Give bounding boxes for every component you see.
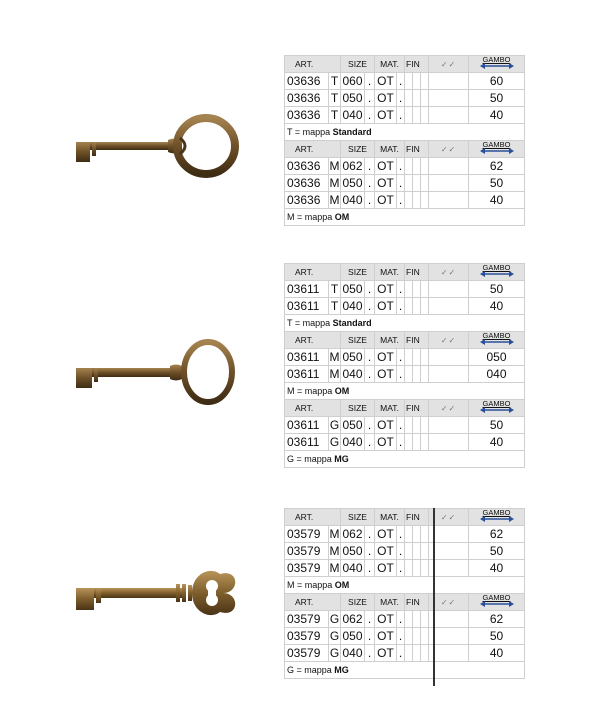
- type: T: [329, 298, 341, 315]
- gambo-value: 50: [469, 281, 525, 298]
- art-code: 03636: [285, 192, 329, 209]
- type: M: [329, 561, 340, 575]
- type: T: [329, 73, 341, 90]
- type: G: [329, 418, 340, 432]
- check-icons: ✓✓: [440, 336, 457, 345]
- check-icons: ✓✓: [440, 404, 457, 413]
- art-code: 03611: [285, 434, 329, 451]
- key-image-03611: [70, 338, 240, 410]
- gambo-value: 050: [469, 349, 525, 366]
- mat: OT: [375, 298, 397, 315]
- table-row: [285, 611, 525, 628]
- col-art: ART.: [285, 332, 341, 349]
- gambo-header: [480, 332, 514, 346]
- table-header: [285, 56, 525, 73]
- col-art: ART.: [285, 264, 341, 281]
- gambo-value: 62: [469, 158, 525, 175]
- double-arrow-icon: [480, 271, 514, 277]
- size: 050: [342, 350, 363, 364]
- mat: OT: [375, 611, 397, 628]
- type: T: [329, 107, 341, 124]
- note-bold: OM: [334, 580, 350, 590]
- note-prefix: G = mappa: [287, 454, 332, 464]
- gambo-label: GAMBO: [482, 263, 511, 272]
- size: 050: [342, 176, 363, 190]
- col-mat: MAT.: [375, 400, 405, 417]
- type: G: [329, 612, 340, 626]
- gambo-label: GAMBO: [482, 508, 511, 517]
- gambo-value: 50: [469, 90, 525, 107]
- dot2: .: [397, 560, 405, 577]
- gambo-header: [480, 594, 514, 608]
- size: 050: [342, 91, 363, 105]
- legend-note: [285, 209, 525, 226]
- table-row: [285, 298, 525, 315]
- size: 040: [342, 646, 363, 660]
- gambo-value: 50: [469, 628, 525, 645]
- table-row: [285, 90, 525, 107]
- dot2: .: [397, 73, 405, 90]
- dot2: .: [397, 175, 405, 192]
- col-size: SIZE: [341, 56, 375, 73]
- col-size: SIZE: [341, 141, 375, 158]
- table-row: [285, 349, 525, 366]
- table-row: [285, 281, 525, 298]
- note-bold: MG: [334, 454, 349, 464]
- legend-note: [285, 124, 525, 141]
- dot: .: [365, 107, 375, 124]
- key-image-03579: [70, 564, 240, 628]
- type: M: [329, 176, 340, 190]
- note-bold: MG: [334, 665, 349, 675]
- gambo-value: 40: [469, 434, 525, 451]
- table-header: [285, 264, 525, 281]
- dot: .: [365, 434, 375, 451]
- size: 040: [342, 193, 363, 207]
- note-prefix: T = mappa: [287, 127, 331, 137]
- table-row: [285, 543, 525, 560]
- gambo-value: 50: [469, 175, 525, 192]
- dot: .: [365, 417, 375, 434]
- gambo-value: 40: [469, 560, 525, 577]
- note-prefix: M = mappa: [287, 386, 333, 396]
- art-code: 03611: [285, 417, 329, 434]
- dot: .: [365, 628, 375, 645]
- col-mat: MAT.: [375, 56, 405, 73]
- dot2: .: [397, 434, 405, 451]
- type: M: [329, 193, 340, 207]
- mat: OT: [375, 543, 397, 560]
- mat: OT: [375, 560, 397, 577]
- dot2: .: [397, 349, 405, 366]
- double-arrow-icon: [480, 148, 514, 154]
- type: M: [329, 350, 340, 364]
- art-code: 03611: [285, 298, 329, 315]
- col-art: ART.: [285, 509, 341, 526]
- dot2: .: [397, 281, 405, 298]
- section-divider-line: [433, 508, 435, 686]
- gambo-label: GAMBO: [482, 399, 511, 408]
- art-code: 03636: [285, 90, 329, 107]
- spec-table: [284, 55, 525, 226]
- dot2: .: [397, 526, 405, 543]
- col-art: ART.: [285, 594, 341, 611]
- gambo-value: 62: [469, 611, 525, 628]
- art-code: 03579: [285, 560, 329, 577]
- mat: OT: [375, 158, 397, 175]
- note-bold: OM: [334, 212, 350, 222]
- gambo-header: [480, 264, 514, 278]
- art-code: 03579: [285, 526, 329, 543]
- col-fin: FIN: [405, 264, 429, 281]
- mat: OT: [375, 526, 397, 543]
- type: M: [329, 159, 340, 173]
- art-code: 03579: [285, 645, 329, 662]
- mat: OT: [375, 90, 397, 107]
- dot2: .: [397, 611, 405, 628]
- table-header: [285, 332, 525, 349]
- note-bold: Standard: [332, 318, 372, 328]
- gambo-value: 040: [469, 366, 525, 383]
- dot2: .: [397, 298, 405, 315]
- dot: .: [365, 560, 375, 577]
- table-header: [285, 141, 525, 158]
- col-art: ART.: [285, 56, 341, 73]
- gambo-value: 50: [469, 417, 525, 434]
- size: 062: [342, 527, 363, 541]
- gambo-value: 40: [469, 107, 525, 124]
- type: M: [329, 527, 340, 541]
- mat: OT: [375, 645, 397, 662]
- col-art: ART.: [285, 400, 341, 417]
- art-code: 03579: [285, 628, 329, 645]
- dot: .: [365, 298, 375, 315]
- size: 060: [342, 74, 363, 88]
- table-row: [285, 175, 525, 192]
- dot: .: [365, 366, 375, 383]
- size: 050: [342, 629, 363, 643]
- col-fin: FIN: [405, 509, 429, 526]
- col-mat: MAT.: [375, 332, 405, 349]
- col-size: SIZE: [341, 594, 375, 611]
- art-code: 03636: [285, 73, 329, 90]
- type: G: [329, 646, 340, 660]
- dot: .: [365, 543, 375, 560]
- key-image-03636: [72, 112, 242, 192]
- table-row: [285, 645, 525, 662]
- col-fin: FIN: [405, 56, 429, 73]
- mat: OT: [375, 349, 397, 366]
- gambo-header: [480, 509, 514, 523]
- mat: OT: [375, 628, 397, 645]
- gambo-label: GAMBO: [482, 331, 511, 340]
- table-row: [285, 628, 525, 645]
- gambo-header: [480, 400, 514, 414]
- type: M: [329, 367, 340, 381]
- double-arrow-icon: [480, 63, 514, 69]
- note-prefix: M = mappa: [287, 580, 333, 590]
- table-row: [285, 560, 525, 577]
- gambo-value: 60: [469, 73, 525, 90]
- type: T: [329, 281, 341, 298]
- gambo-header: [480, 56, 514, 70]
- table-row: [285, 73, 525, 90]
- dot2: .: [397, 107, 405, 124]
- gambo-value: 50: [469, 543, 525, 560]
- section-03579: [284, 508, 524, 679]
- mat: OT: [375, 366, 397, 383]
- type: G: [329, 435, 340, 449]
- size: 040: [342, 108, 363, 122]
- check-icons: ✓✓: [440, 513, 457, 522]
- note-bold: Standard: [332, 127, 372, 137]
- mat: OT: [375, 281, 397, 298]
- gambo-label: GAMBO: [482, 593, 511, 602]
- dot: .: [365, 611, 375, 628]
- check-icons: ✓✓: [440, 268, 457, 277]
- dot2: .: [397, 417, 405, 434]
- dot: .: [365, 281, 375, 298]
- art-code: 03611: [285, 281, 329, 298]
- art-code: 03611: [285, 349, 329, 366]
- size: 040: [342, 299, 363, 313]
- dot: .: [365, 645, 375, 662]
- dot: .: [365, 192, 375, 209]
- size: 062: [342, 159, 363, 173]
- double-arrow-icon: [480, 601, 514, 607]
- legend-note: [285, 577, 525, 594]
- mat: OT: [375, 417, 397, 434]
- table-row: [285, 107, 525, 124]
- art-code: 03636: [285, 107, 329, 124]
- dot2: .: [397, 366, 405, 383]
- size: 040: [342, 367, 363, 381]
- size: 062: [342, 612, 363, 626]
- table-row: [285, 434, 525, 451]
- type: G: [329, 629, 340, 643]
- size: 040: [342, 435, 363, 449]
- legend-note: [285, 662, 525, 679]
- dot: .: [365, 175, 375, 192]
- size: 050: [342, 282, 363, 296]
- gambo-value: 40: [469, 298, 525, 315]
- type: M: [329, 544, 340, 558]
- dot: .: [365, 158, 375, 175]
- col-fin: FIN: [405, 332, 429, 349]
- table-header: [285, 400, 525, 417]
- section-03636: [284, 55, 524, 226]
- mat: OT: [375, 192, 397, 209]
- check-icons: ✓✓: [440, 145, 457, 154]
- check-icons: ✓✓: [440, 60, 457, 69]
- size: 040: [342, 561, 363, 575]
- size: 050: [342, 418, 363, 432]
- table-row: [285, 158, 525, 175]
- dot2: .: [397, 192, 405, 209]
- col-fin: FIN: [405, 141, 429, 158]
- col-size: SIZE: [341, 332, 375, 349]
- table-header: [285, 594, 525, 611]
- col-art: ART.: [285, 141, 341, 158]
- col-mat: MAT.: [375, 594, 405, 611]
- spec-table: [284, 508, 525, 679]
- col-fin: FIN: [405, 594, 429, 611]
- note-bold: OM: [334, 386, 350, 396]
- art-code: 03636: [285, 158, 329, 175]
- legend-note: [285, 383, 525, 400]
- col-size: SIZE: [341, 264, 375, 281]
- art-code: 03579: [285, 543, 329, 560]
- dot2: .: [397, 645, 405, 662]
- double-arrow-icon: [480, 516, 514, 522]
- table-row: [285, 417, 525, 434]
- table-header: [285, 509, 525, 526]
- art-code: 03579: [285, 611, 329, 628]
- type: T: [329, 90, 341, 107]
- note-prefix: T = mappa: [287, 318, 331, 328]
- gambo-label: GAMBO: [482, 55, 511, 64]
- table-row: [285, 526, 525, 543]
- col-mat: MAT.: [375, 509, 405, 526]
- art-code: 03611: [285, 366, 329, 383]
- table-row: [285, 366, 525, 383]
- size: 050: [342, 544, 363, 558]
- gambo-header: [480, 141, 514, 155]
- dot2: .: [397, 158, 405, 175]
- col-size: SIZE: [341, 400, 375, 417]
- dot: .: [365, 90, 375, 107]
- mat: OT: [375, 107, 397, 124]
- col-size: SIZE: [341, 509, 375, 526]
- dot: .: [365, 349, 375, 366]
- mat: OT: [375, 434, 397, 451]
- mat: OT: [375, 73, 397, 90]
- dot: .: [365, 73, 375, 90]
- gambo-value: 62: [469, 526, 525, 543]
- col-mat: MAT.: [375, 264, 405, 281]
- dot: .: [365, 526, 375, 543]
- check-icons: ✓✓: [440, 598, 457, 607]
- col-fin: FIN: [405, 400, 429, 417]
- dot2: .: [397, 90, 405, 107]
- note-prefix: G = mappa: [287, 665, 332, 675]
- gambo-value: 40: [469, 192, 525, 209]
- col-mat: MAT.: [375, 141, 405, 158]
- mat: OT: [375, 175, 397, 192]
- dot2: .: [397, 543, 405, 560]
- gambo-label: GAMBO: [482, 140, 511, 149]
- art-code: 03636: [285, 175, 329, 192]
- section-03611: [284, 263, 524, 468]
- spec-table: [284, 263, 525, 468]
- legend-note: [285, 315, 525, 332]
- double-arrow-icon: [480, 339, 514, 345]
- legend-note: [285, 451, 525, 468]
- note-prefix: M = mappa: [287, 212, 333, 222]
- table-row: [285, 192, 525, 209]
- dot2: .: [397, 628, 405, 645]
- gambo-value: 40: [469, 645, 525, 662]
- double-arrow-icon: [480, 407, 514, 413]
